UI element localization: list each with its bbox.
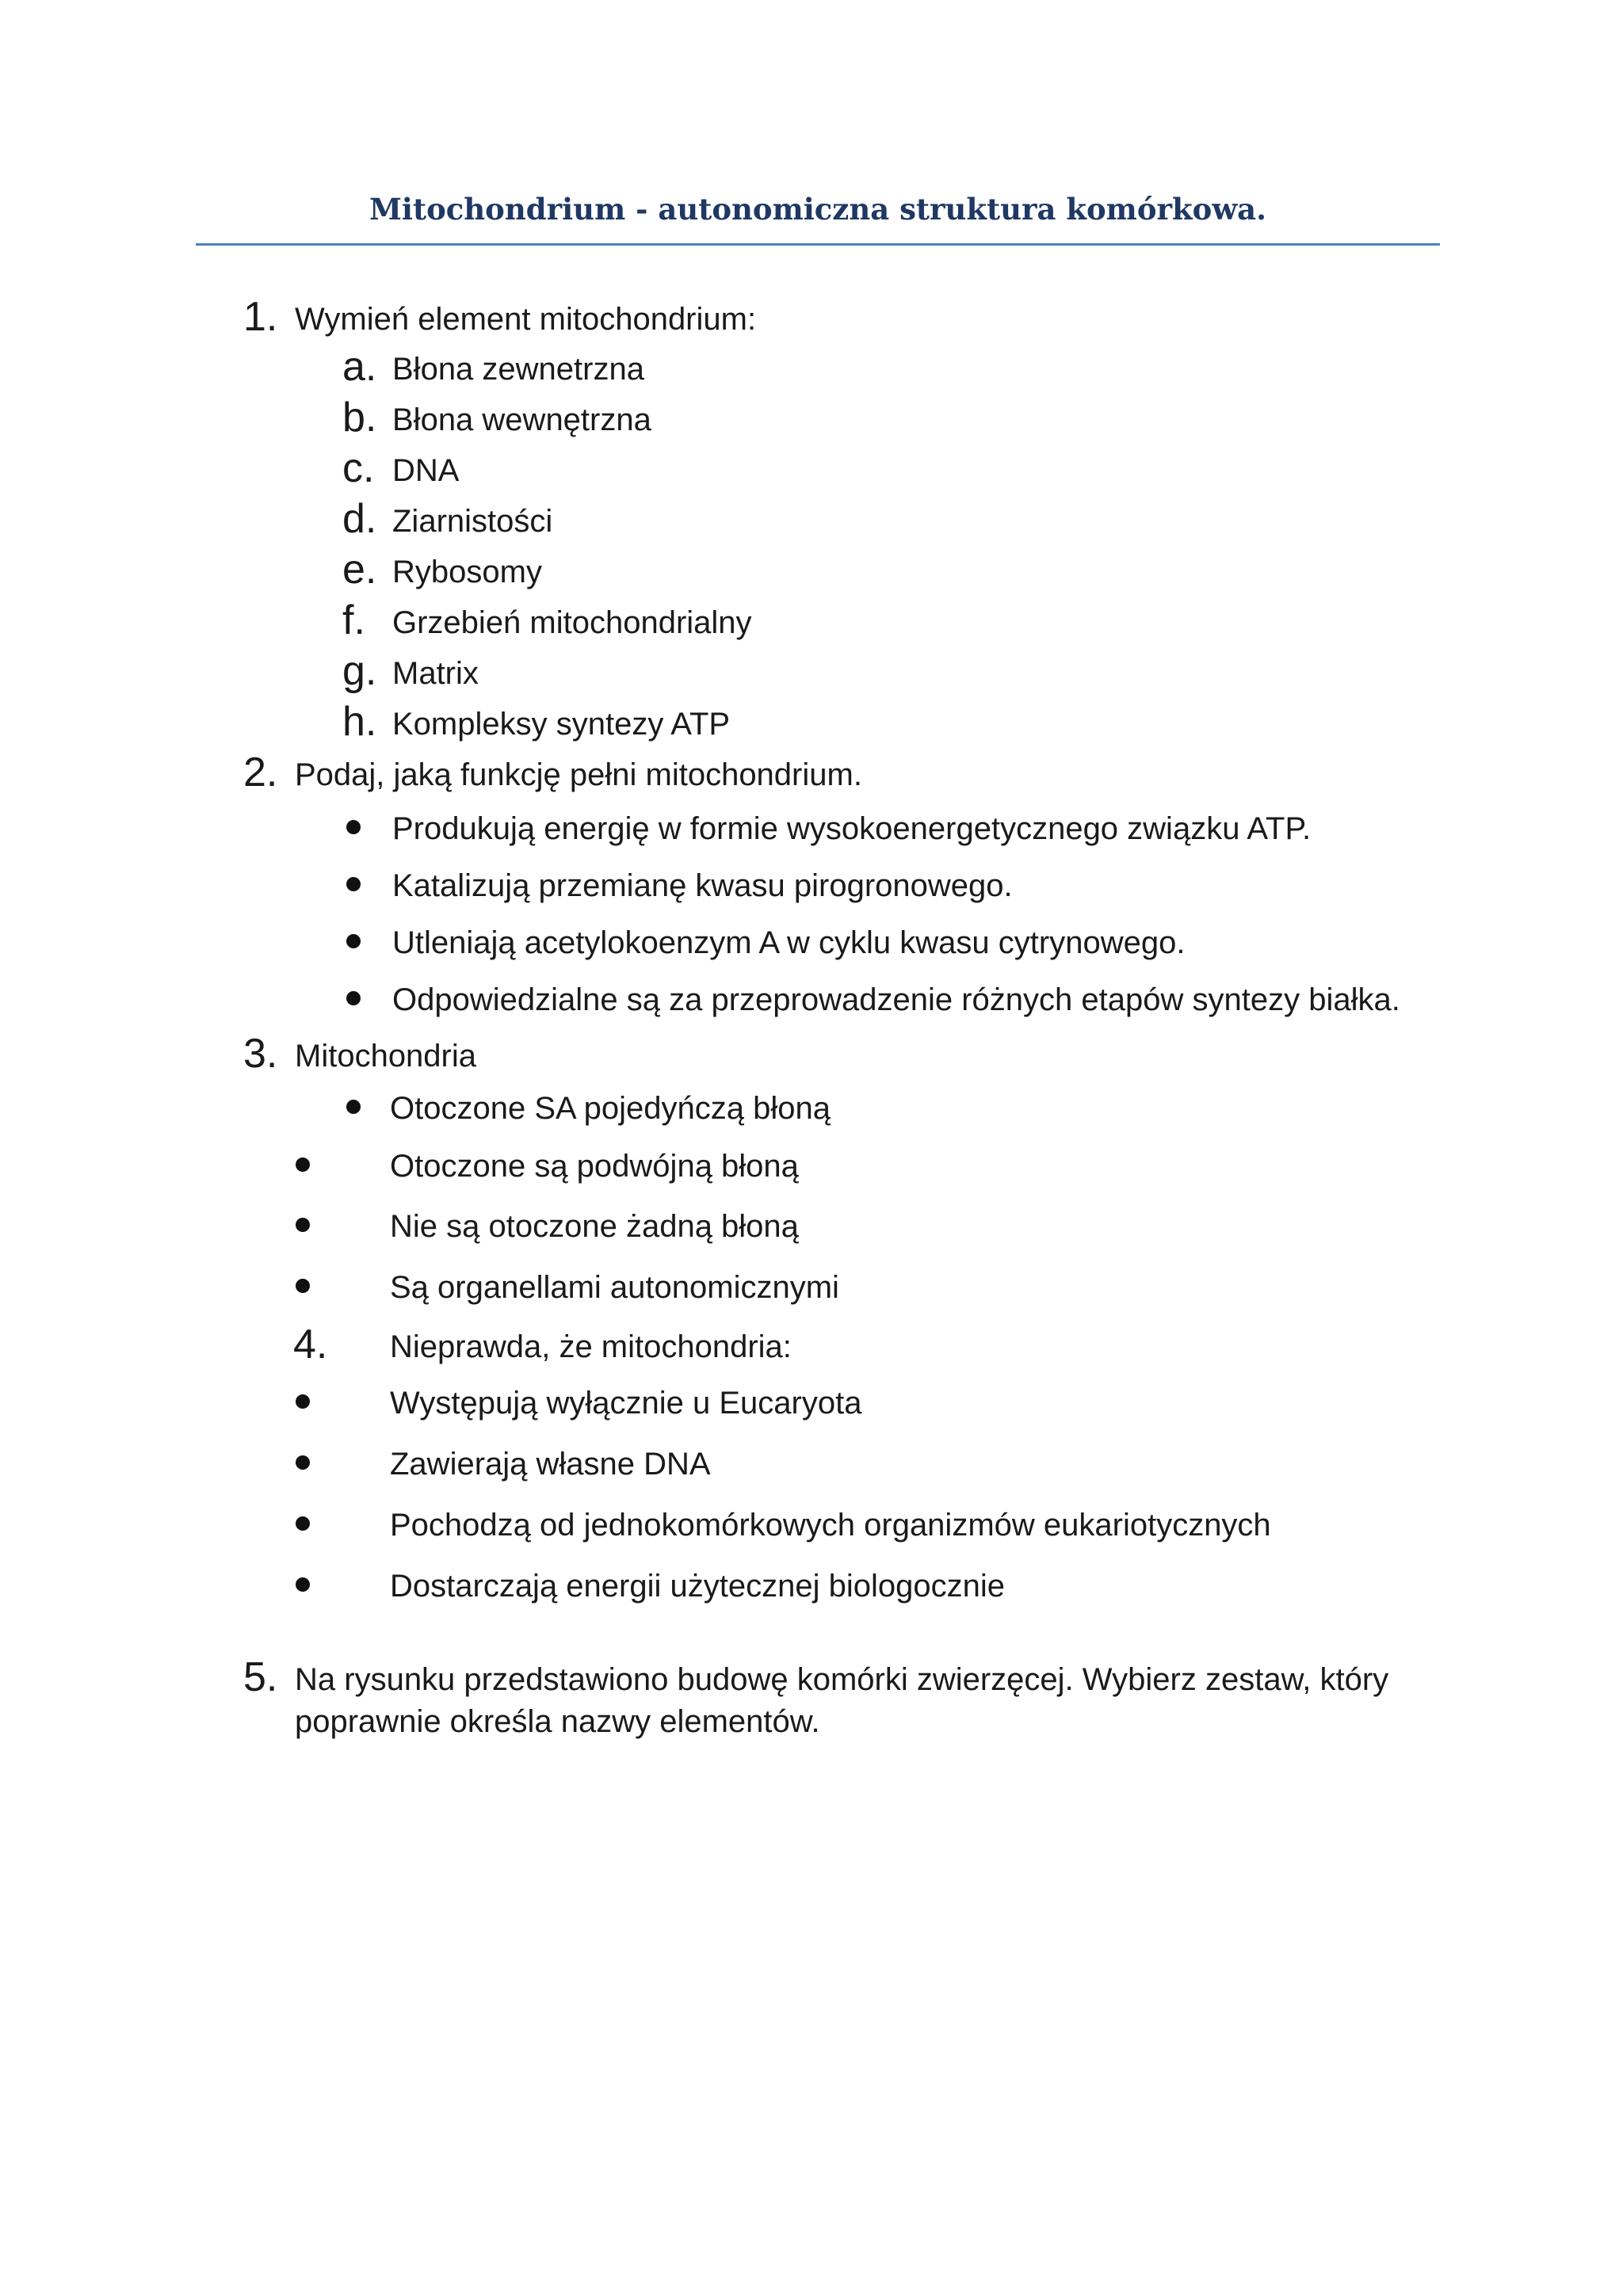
bullet-icon [346, 820, 361, 834]
title-divider [196, 243, 1440, 246]
list-item: Rybosomy [392, 555, 542, 589]
list-item: Pochodzą od jednokomórkowych organizmów eukariotycznych [390, 1508, 1271, 1543]
list-item: Występują wyłącznie u Eucaryota [390, 1386, 862, 1421]
question-3-text: Mitochondria [295, 1039, 477, 1074]
list-item: DNA [392, 453, 460, 488]
list-item: Otoczone SA pojedyńczą błoną [390, 1091, 831, 1126]
list-item-letter: c. [342, 445, 375, 491]
list-item: Błona zewnetrzna [392, 352, 644, 387]
bullet-icon [346, 877, 361, 891]
page-title: Mitochondrium - autonomiczna struktura komórkowa. [369, 192, 1267, 227]
list-item: Otoczone są podwójną błoną [390, 1149, 799, 1184]
list-item: Grzebień mitochondrialny [392, 605, 752, 640]
list-item: Są organellami autonomicznymi [390, 1270, 839, 1305]
question-1-number: 1. [243, 294, 278, 340]
list-item: Ziarnistości [392, 504, 553, 539]
list-item: Zawierają własne DNA [390, 1447, 711, 1482]
bullet-icon [296, 1279, 310, 1293]
question-4-number: 4. [293, 1322, 328, 1367]
list-item: Odpowiedzialne są za przeprowadzenie różnych etapów syntezy białka. [392, 982, 1400, 1017]
question-2-text: Podaj, jaką funkcję pełni mitochondrium. [295, 757, 862, 792]
list-item-letter: a. [342, 344, 377, 390]
bullet-icon [296, 1577, 310, 1592]
question-5-number: 5. [243, 1654, 278, 1700]
question-3-number: 3. [243, 1031, 278, 1077]
list-item: Kompleksy syntezy ATP [392, 707, 731, 742]
bullet-icon [296, 1394, 310, 1409]
list-item: Matrix [392, 656, 479, 691]
question-5-text-continued: poprawnie określa nazwy elementów. [295, 1704, 820, 1739]
list-item-letter: b. [342, 395, 377, 441]
list-item: Utleniają acetylokoenzym A w cyklu kwasu cytrynowego. [392, 925, 1186, 960]
list-item-letter: d. [342, 496, 377, 542]
question-4-text: Nieprawda, że mitochondria: [390, 1329, 792, 1364]
bullet-icon [296, 1455, 310, 1470]
question-2-number: 2. [243, 749, 278, 795]
bullet-icon [296, 1516, 310, 1531]
list-item-letter: h. [342, 699, 377, 745]
list-item: Produkują energię w formie wysokoenergetycznego związku ATP. [392, 811, 1312, 846]
question-5-text: Na rysunku przedstawiono budowę komórki zwierzęcej. Wybierz zestaw, który [295, 1662, 1389, 1697]
list-item-letter: e. [342, 547, 377, 593]
bullet-icon [346, 934, 361, 948]
list-item-letter: g. [342, 648, 377, 694]
bullet-icon [296, 1218, 310, 1232]
list-item: Błona wewnętrzna [392, 402, 651, 437]
list-item: Nie są otoczone żadną błoną [390, 1209, 799, 1244]
question-1-text: Wymień element mitochondrium: [295, 302, 757, 337]
list-item-letter: f. [342, 597, 365, 643]
bullet-icon [296, 1158, 310, 1172]
bullet-icon [346, 991, 361, 1005]
list-item: Katalizują przemianę kwasu pirogronowego. [392, 868, 1013, 903]
list-item: Dostarczają energii użytecznej biologocznie [390, 1569, 1005, 1604]
bullet-icon [346, 1100, 361, 1114]
